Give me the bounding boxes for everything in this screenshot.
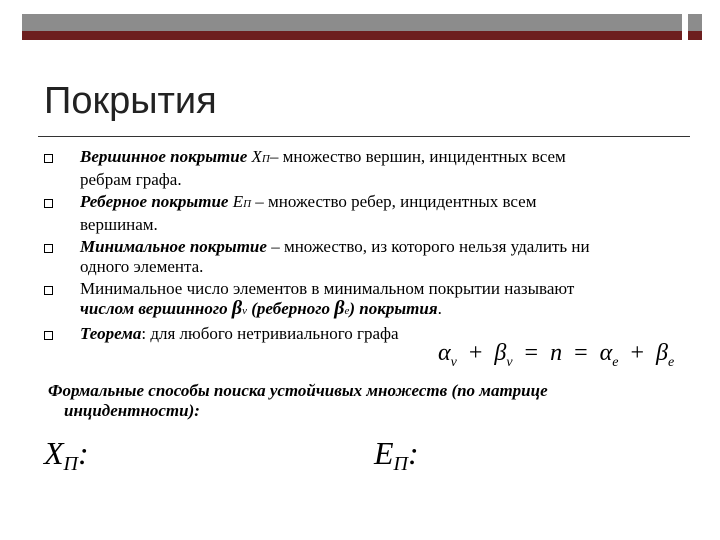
square-bullet-icon [44,286,53,295]
square-bullet-icon [44,331,53,340]
x-symbol: X [44,435,64,471]
corner-block-dark [688,31,702,40]
symbol-sub: П [243,198,252,210]
beta-symbol: β [231,296,243,319]
n: n [550,340,563,366]
beta-sub: v [242,304,247,317]
edge-cover-label [374,435,419,475]
text-line2: вершинам. [80,214,158,234]
term: Вершинное покрытие [80,147,248,166]
symbol-sub: П [261,153,270,165]
alpha-sub: e [612,355,619,370]
e-sub: П [393,453,408,475]
bullet-item-vertex-cover [44,147,694,189]
vertex-cover-label [44,435,89,475]
bullet-list [44,147,694,347]
x-sub: П [63,453,78,475]
alpha: α [438,340,451,366]
e-colon: : [408,435,419,471]
bullet-item-minimal-cover [44,237,694,276]
text: : для любого нетривиального графа [141,324,399,343]
period: . [437,298,442,318]
text-line2: одного элемента. [80,256,204,276]
equals: = [574,340,588,366]
term: Теорема [80,324,142,343]
bullet-item-cover-number [44,279,694,321]
square-bullet-icon [44,244,53,253]
slide-title: Покрытия [44,80,217,122]
beta-sub: e [344,304,350,317]
corner-block-gray [688,14,702,31]
symbol: X [251,147,262,166]
beta-symbol: β [334,296,345,319]
square-bullet-icon [44,199,53,208]
term: Минимальное покрытие [80,237,267,256]
text-term-a: числом вершинного [80,298,228,318]
beta: β [494,340,507,366]
header-bar-gray [22,14,682,31]
title-divider [38,136,690,137]
plus: + [630,340,645,366]
text: – множество вершин, инцидентных всем [269,147,566,166]
symbol: E [232,192,244,211]
beta: β [656,340,668,366]
beta-sub: e [667,355,675,370]
header-bar-dark [22,31,682,40]
text: – множество, из которого нельзя удалить ни [271,237,590,256]
square-bullet-icon [44,154,53,163]
e-symbol: E [374,435,394,471]
text: Минимальное число элементов в минимальном покрытии называют [80,279,575,298]
alpha-sub: v [450,355,457,370]
alpha: α [599,340,613,366]
equals: = [524,340,539,366]
text-term-b: (реберного [251,298,330,318]
x-colon: : [78,435,89,471]
formal-line1: Формальные способы поиска устойчивых множеств (по матрице [48,381,548,400]
text: – множество ребер, инцидентных всем [255,192,537,211]
beta-sub: v [506,355,513,370]
formal-methods-heading [48,381,668,421]
term: Реберное покрытие [80,192,229,211]
formal-line2: инцидентности): [64,401,200,420]
text-line2: ребрам графа. [80,169,182,189]
text-term-c: ) покрытия [349,298,438,318]
theorem-formula [438,340,675,370]
bullet-item-edge-cover [44,192,694,234]
plus: + [468,340,483,366]
